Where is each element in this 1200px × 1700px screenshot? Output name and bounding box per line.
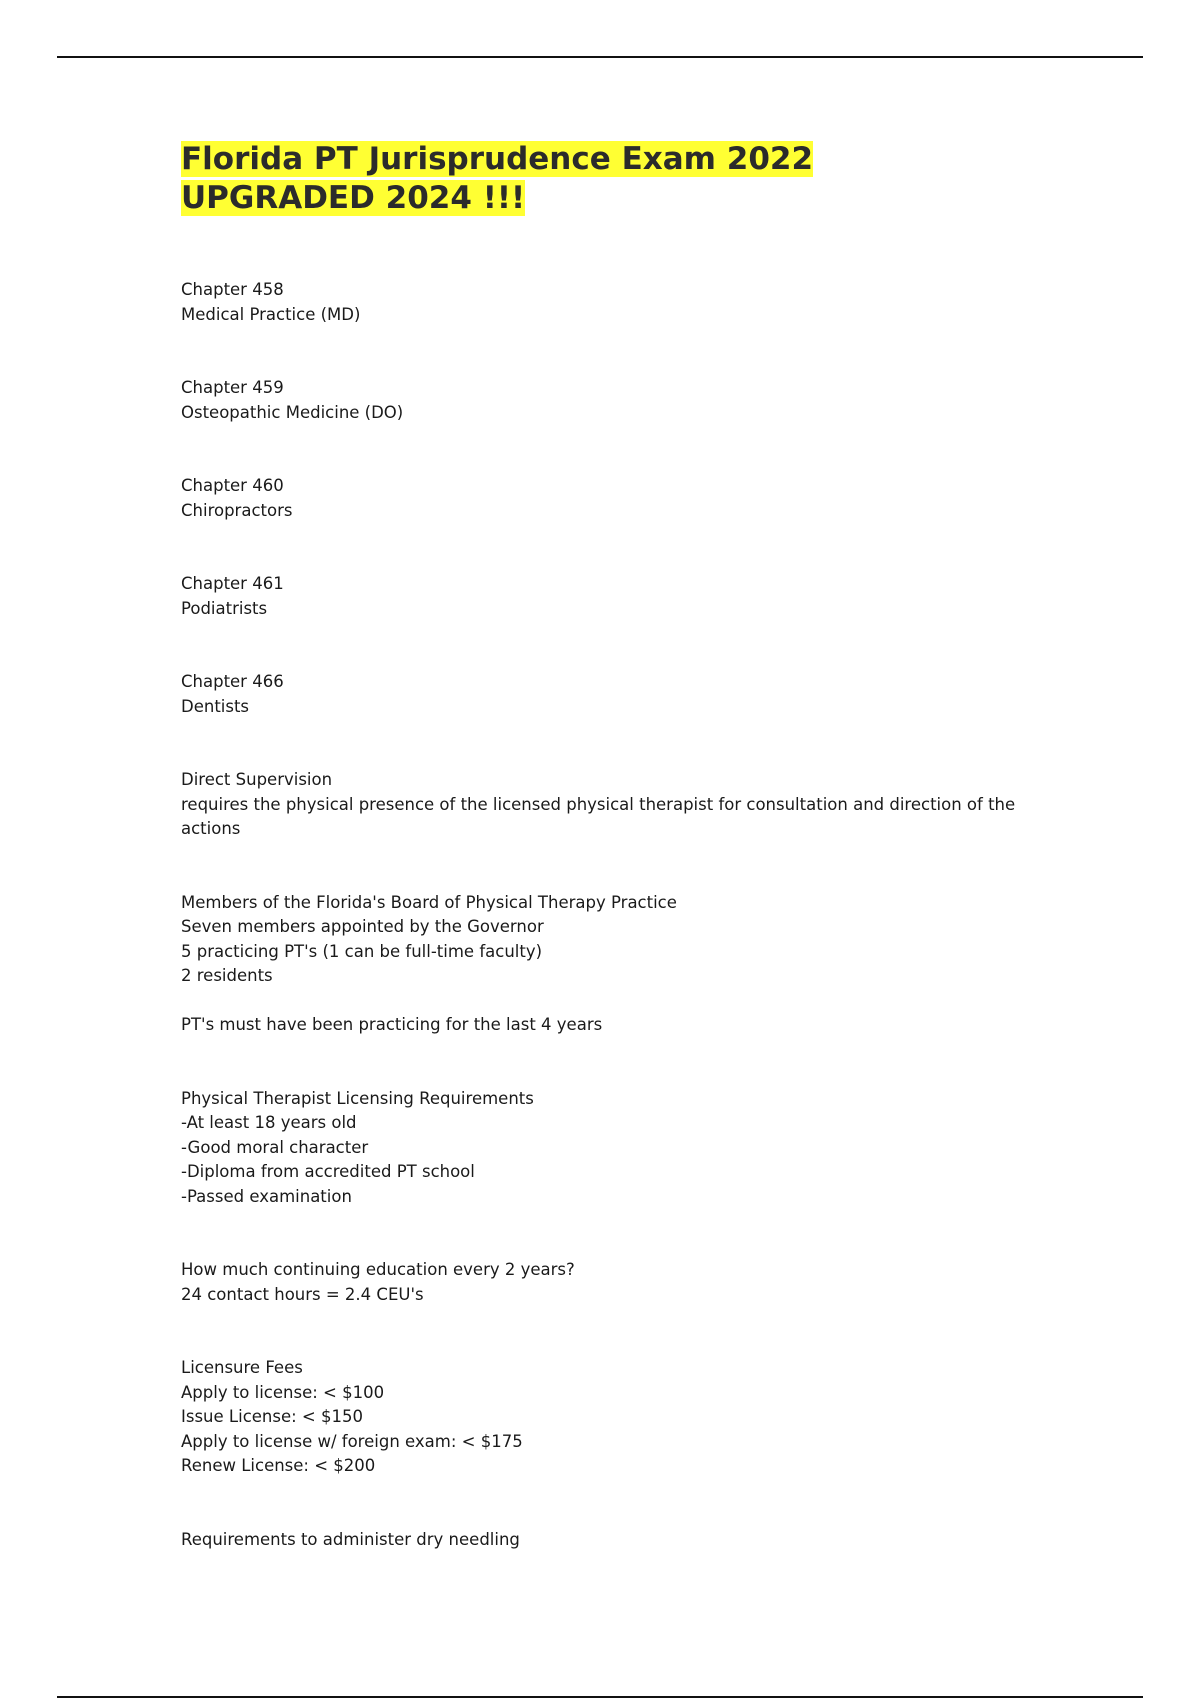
entry-chapter-460 xyxy=(181,474,1031,523)
entry-definition: Dentists xyxy=(181,696,250,716)
document-body xyxy=(181,140,1031,1552)
entry-definition-line: 5 practicing PT's (1 can be full-time faculty) xyxy=(181,941,543,961)
entry-licensing-requirements xyxy=(181,1087,1031,1210)
entry-dry-needling xyxy=(181,1528,1031,1553)
entry-licensure-fees xyxy=(181,1356,1031,1479)
entry-term: Physical Therapist Licensing Requirements xyxy=(181,1088,534,1108)
entry-chapter-458 xyxy=(181,278,1031,327)
entry-definition: Osteopathic Medicine (DO) xyxy=(181,402,404,422)
entry-continuing-education xyxy=(181,1258,1031,1307)
title-line-2: UPGRADED 2024 !!! xyxy=(181,180,526,216)
entry-definition-line: Apply to license: < $100 xyxy=(181,1382,385,1402)
entry-definition: Chiropractors xyxy=(181,500,293,520)
header-rule xyxy=(57,56,1143,58)
entry-definition-line: PT's must have been practicing for the last 4 years xyxy=(181,1015,603,1034)
entry-chapter-461 xyxy=(181,572,1031,621)
entry-board-members xyxy=(181,891,1031,1038)
entry-term: Members of the Florida's Board of Physical Therapy Practice xyxy=(181,892,677,912)
entry-definition: Medical Practice (MD) xyxy=(181,304,361,324)
title-line-1: Florida PT Jurisprudence Exam 2022 xyxy=(181,141,814,177)
entry-term: Chapter 459 xyxy=(181,378,284,397)
entry-direct-supervision xyxy=(181,768,1031,842)
entry-definition-line: -At least 18 years old xyxy=(181,1113,357,1132)
entry-definition-line: -Diploma from accredited PT school xyxy=(181,1162,475,1181)
entry-definition: requires the physical presence of the licensed physical therapist for consultation and direction of the actions xyxy=(181,794,1016,838)
entry-definition-line: -Good moral character xyxy=(181,1137,369,1157)
entry-definition: Podiatrists xyxy=(181,598,268,618)
entry-definition-line: Seven members appointed by the Governor xyxy=(181,917,544,936)
entry-definition-line: Renew License: < $200 xyxy=(181,1456,376,1475)
entry-term: Requirements to administer dry needling xyxy=(181,1529,520,1549)
entry-definition: 24 contact hours = 2.4 CEU's xyxy=(181,1284,424,1304)
entry-term: Chapter 458 xyxy=(181,280,284,299)
entry-definition-line: Apply to license w/ foreign exam: < $175 xyxy=(181,1431,523,1451)
entry-term: How much continuing education every 2 years? xyxy=(181,1260,575,1279)
entry-definition-line: -Passed examination xyxy=(181,1186,352,1206)
entry-term: Chapter 466 xyxy=(181,672,284,691)
entry-chapter-466 xyxy=(181,670,1031,719)
document-title xyxy=(181,140,1031,218)
entry-chapter-459 xyxy=(181,376,1031,425)
entry-term: Licensure Fees xyxy=(181,1358,303,1377)
entry-term: Chapter 461 xyxy=(181,574,284,593)
entry-term: Direct Supervision xyxy=(181,770,333,789)
entry-definition-line: 2 residents xyxy=(181,966,273,985)
footer-rule xyxy=(57,1696,1143,1698)
entry-term: Chapter 460 xyxy=(181,476,284,495)
entry-definition-line: Issue License: < $150 xyxy=(181,1407,363,1426)
